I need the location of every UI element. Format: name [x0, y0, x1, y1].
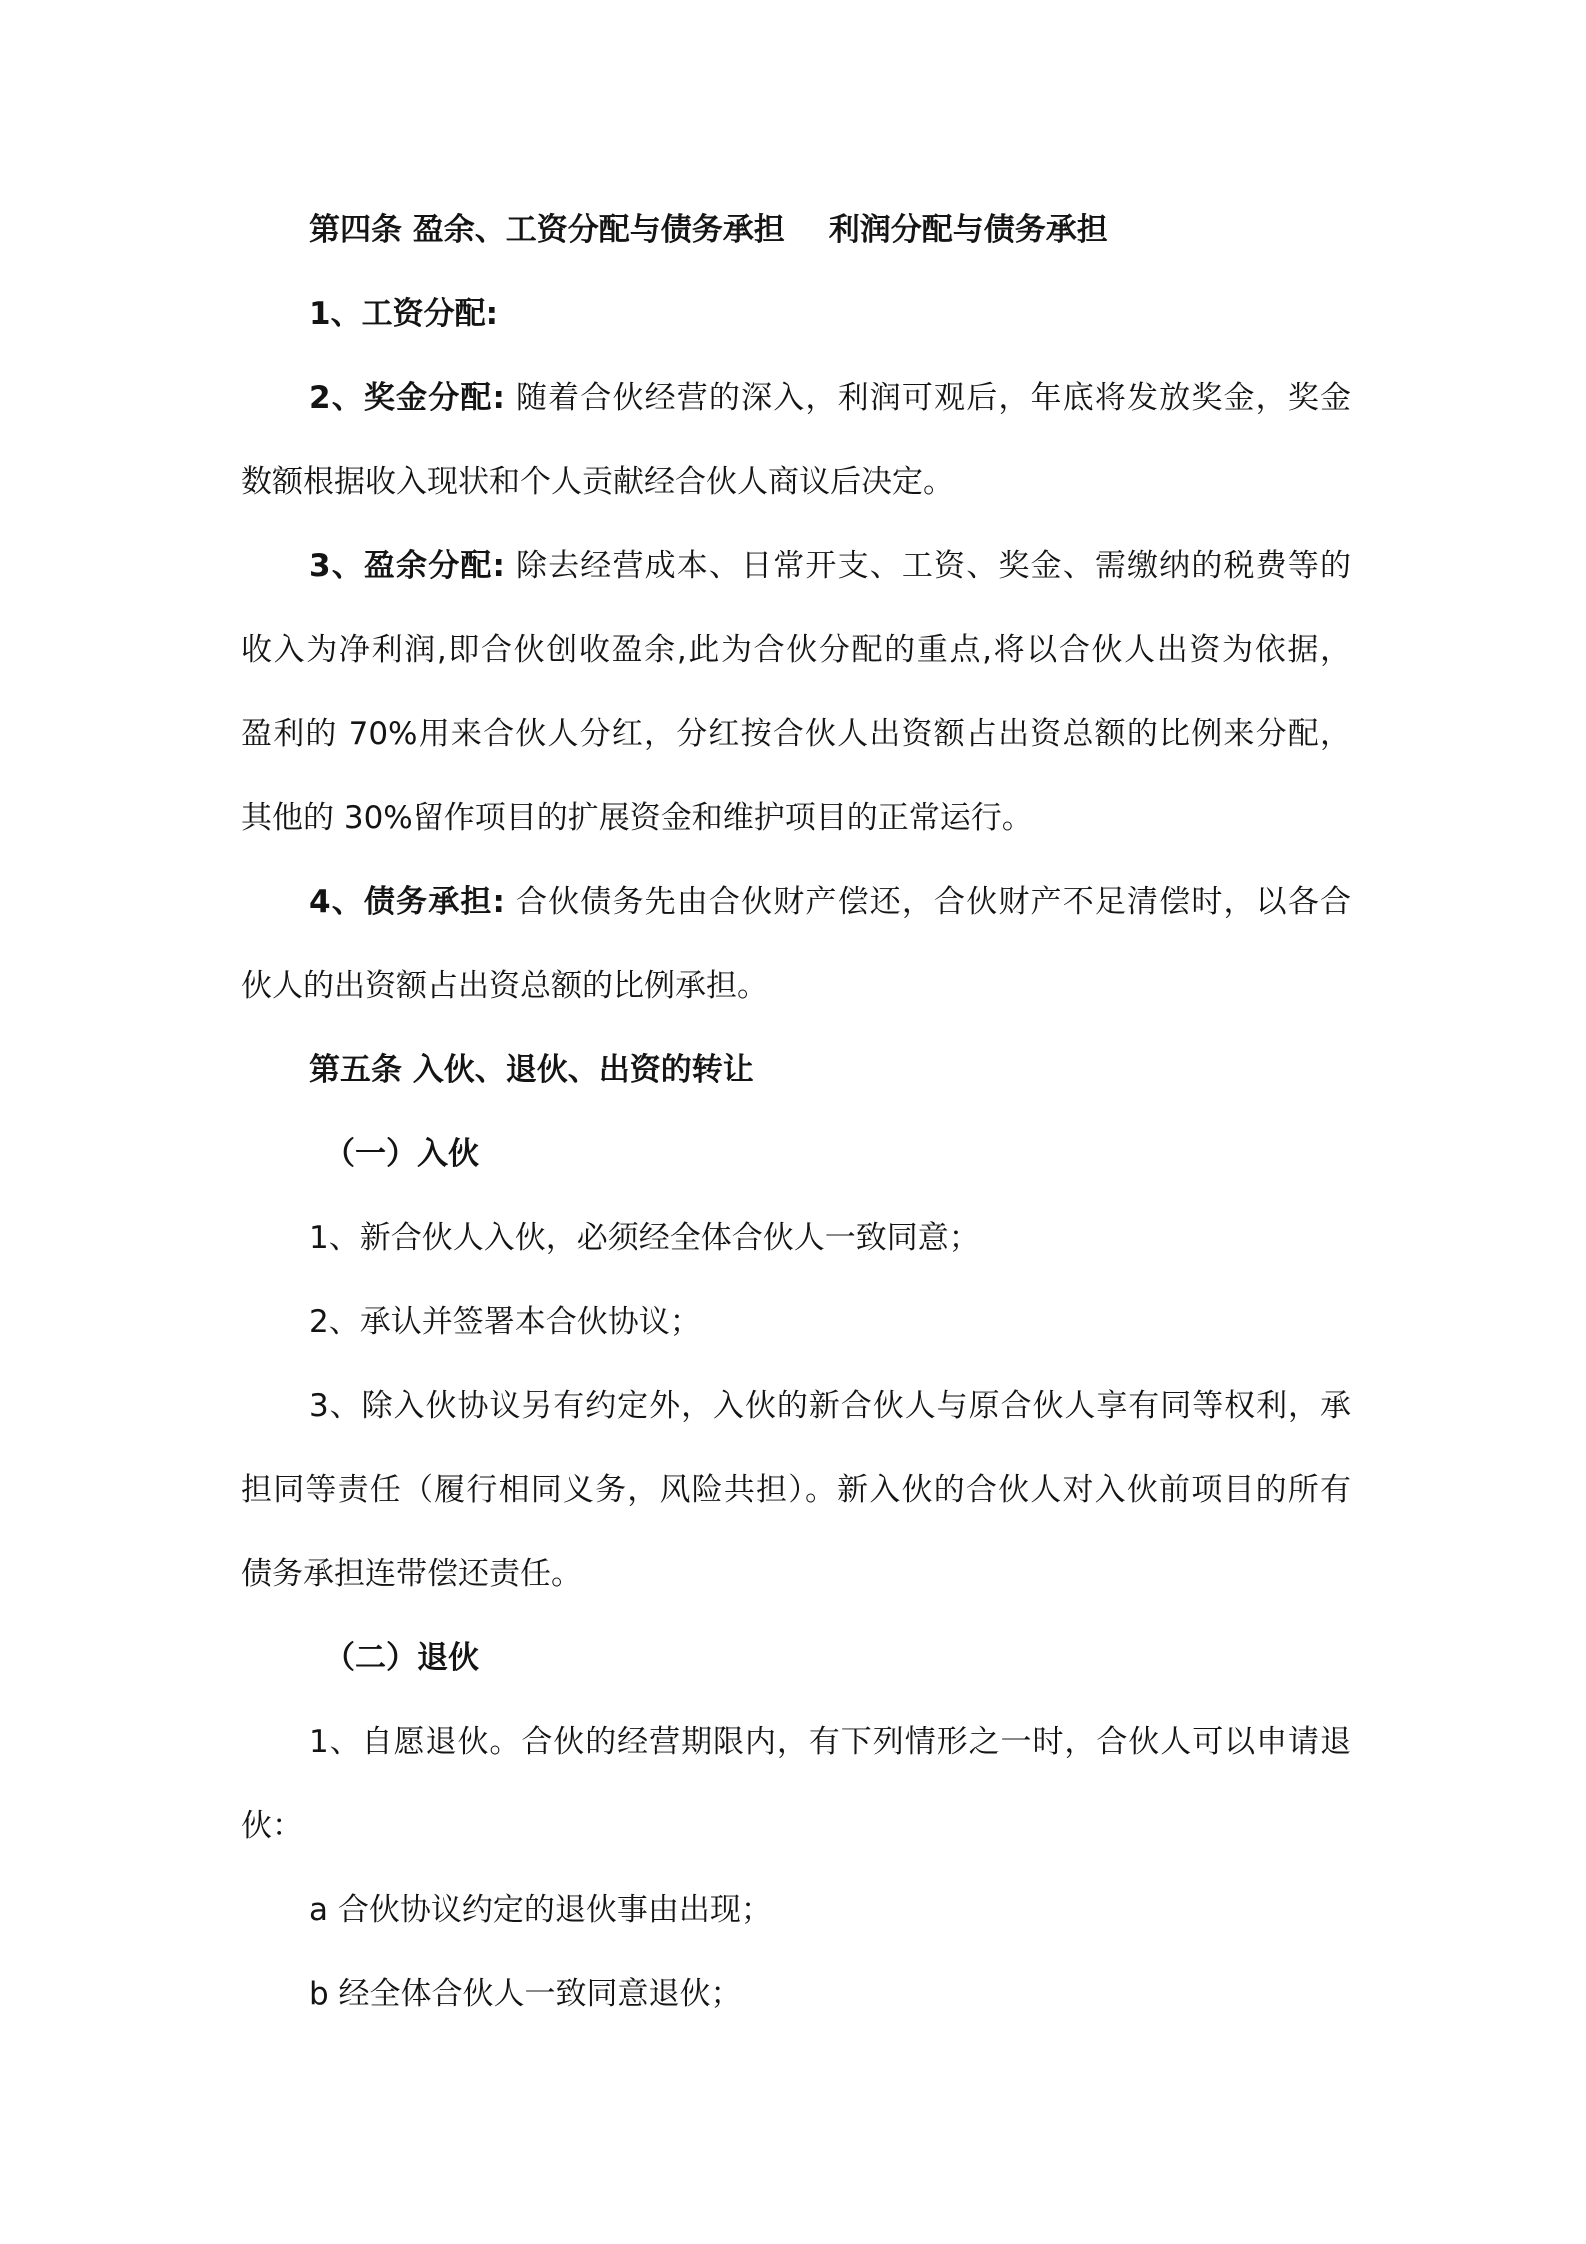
article4-item3-line4: 其他的 30%留作项目的扩展资金和维护项目的正常运行。 — [241, 800, 1033, 836]
section2-item-a: a 合伙协议约定的退伙事由出现； — [309, 1892, 772, 1928]
section1-item1: 1、新合伙人入伙，必须经全体合伙人一致同意； — [309, 1220, 980, 1256]
article5-heading: 第五条 入伙、退伙、出资的转让 — [309, 1052, 754, 1088]
section2-item-b: b 经全体合伙人一致同意退伙； — [309, 1976, 742, 2012]
article4-heading-main: 第四条 盈余、工资分配与债务承担 — [309, 212, 785, 248]
article4-item4-label: 4、债务承担: — [309, 884, 505, 920]
article4-item2-text: 随着合伙经营的深入，利润可观后，年底将发放奖金，奖金 — [515, 380, 1351, 416]
article4-item3-line2: 收入为净利润,即合伙创收盈余,此为合伙分配的重点,将以合伙人出资为依据， — [241, 632, 1351, 668]
section1-item3-line3: 债务承担连带偿还责任。 — [241, 1556, 582, 1592]
section2-item1-line2: 伙： — [241, 1808, 303, 1844]
article4-item2-label: 2、奖金分配: — [309, 380, 505, 416]
section1-item3-line1: 3、除入伙协议另有约定外，入伙的新合伙人与原合伙人享有同等权利，承 — [309, 1388, 1351, 1424]
article4-item3-text: 除去经营成本、日常开支、工资、奖金、需缴纳的税费等的 — [515, 548, 1351, 584]
article4-item4-text: 合伙债务先由合伙财产偿还，合伙财产不足清偿时，以各合 — [515, 884, 1351, 920]
article4-heading-alt: 利润分配与债务承担 — [828, 212, 1108, 248]
article4-item1: 1、工资分配: — [309, 296, 498, 332]
article4-item3-line1 — [309, 546, 1351, 586]
section2-heading: （二）退伙 — [324, 1640, 479, 1676]
section1-item3-line2: 担同等责任（履行相同义务，风险共担）。新入伙的合伙人对入伙前项目的所有 — [241, 1472, 1351, 1508]
article4-item3-label: 3、盈余分配: — [309, 548, 505, 584]
article4-item4-line1 — [309, 882, 1351, 922]
article4-item2-line2: 数额根据收入现状和个人贡献经合伙人商议后决定。 — [241, 464, 954, 500]
section1-item2: 2、承认并签署本合伙协议； — [309, 1304, 701, 1340]
article4-item2-line1 — [309, 378, 1351, 418]
section1-heading: （一）入伙 — [324, 1136, 479, 1172]
article4-item3-line3: 盈利的 70%用来合伙人分红，分红按合伙人出资额占出资总额的比例来分配， — [241, 716, 1351, 752]
section2-item1-line1: 1、自愿退伙。合伙的经营期限内，有下列情形之一时，合伙人可以申请退 — [309, 1724, 1351, 1760]
article4-item4-line2: 伙人的出资额占出资总额的比例承担。 — [241, 968, 768, 1004]
article4-heading — [309, 210, 1108, 250]
